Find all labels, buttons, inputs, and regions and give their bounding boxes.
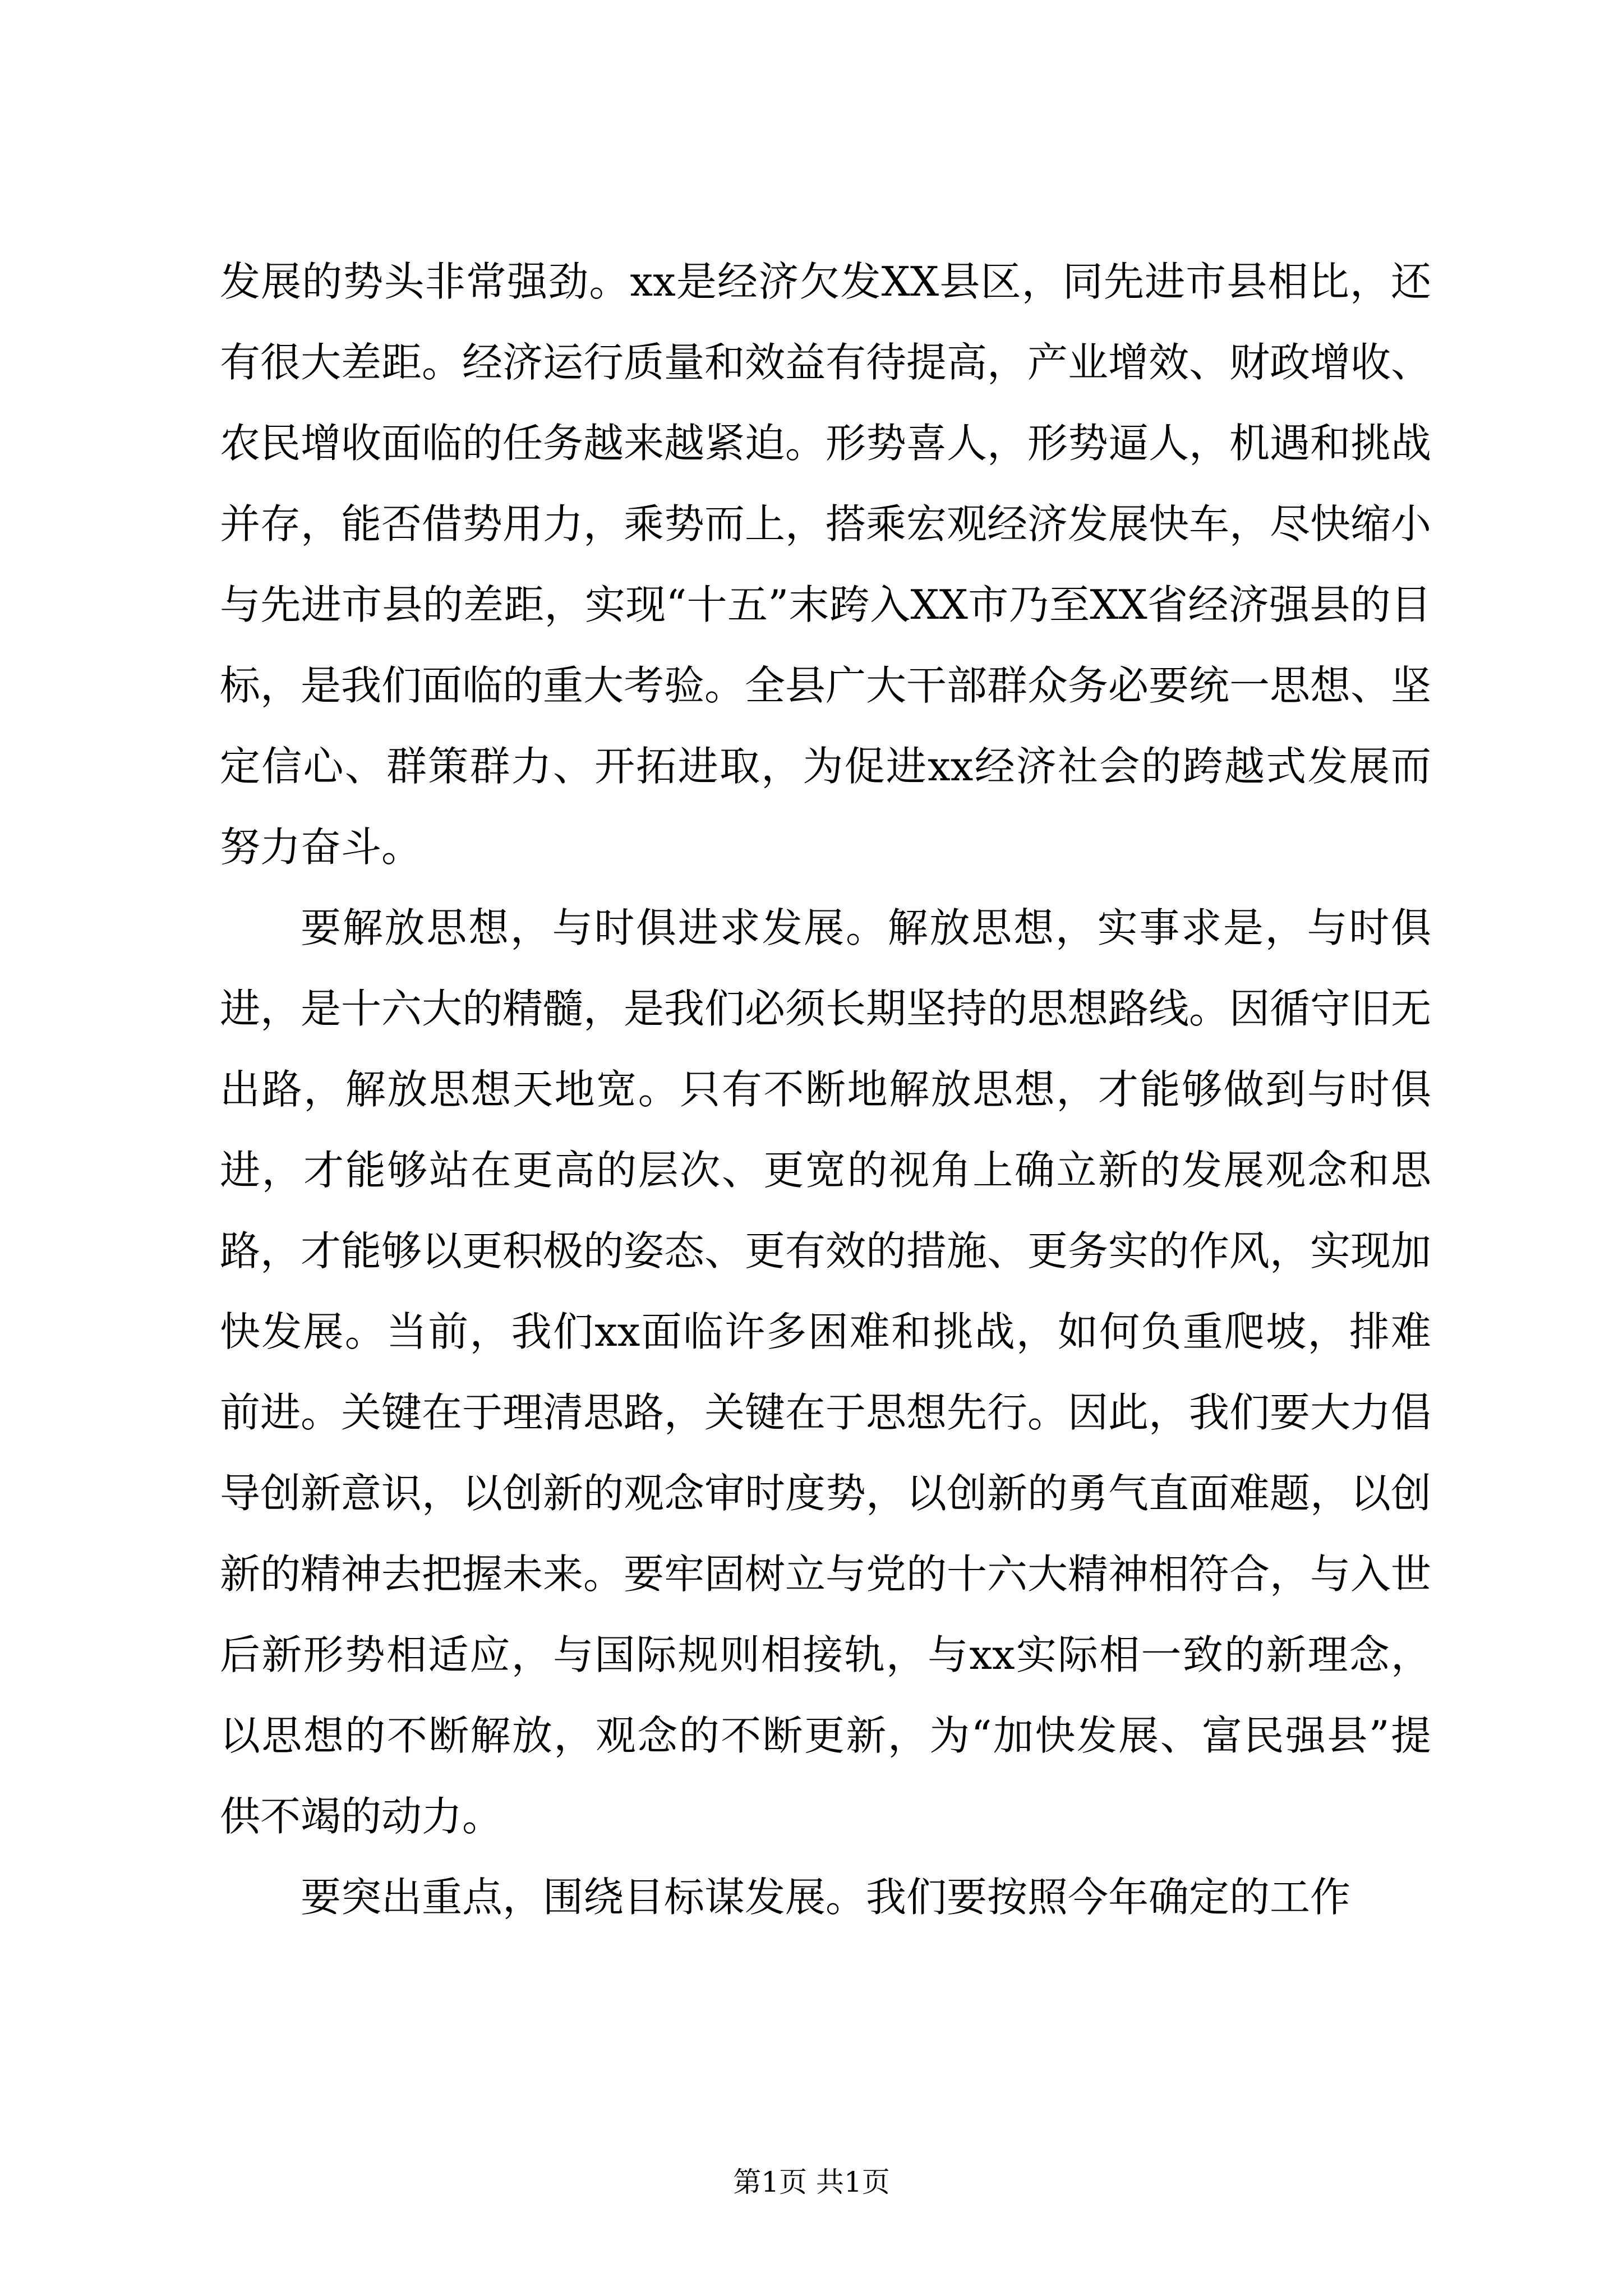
paragraph-2: 要解放思想，与时俱进求发展。解放思想，实事求是，与时俱进，是十六大的精髓，是我们必须长期坚持的思想路线。因循守旧无出路，解放思想天地宽。只有不断地解放思想，才能够做到与时俱进，才能够站在更高的层次、更宽的视角上确立新的发展观念和思路，才能够以更积极的姿态、更有效的措施、更务实的作风，实现加快发展。当前，我们xx面临许多困难和挑战，如何负重爬坡，排难前进。关键在于理清思路，关键在于思想先行。因此，我们要大力倡导创新意识，以创新的观念审时度势，以创新的勇气直面难题，以创新的精神去把握未来。要牢固树立与党的十六大精神相符合，与入世后新形势相适应，与国际规则相接轨，与xx实际相一致的新理念，以思想的不断解放，观念的不断更新，为“加快发展、富民强县”提供不竭的动力。: [220, 904, 1432, 1840]
page-number-text: 第1页 共1页: [733, 2166, 890, 2198]
paragraph-1: 发展的势头非常强劲。xx是经济欠发XX县区，同先进市县相比，还有很大差距。经济运行质量和效益有待提高，产业增效、财政增收、农民增收面临的任务越来越紧迫。形势喜人，形势逼人，机遇和挑战并存，能否借势用力，乘势而上，搭乘宏观经济发展快车，尽快缩小与先进市县的差距，实现“十五”末跨入XX市乃至XX省经济强县的目标，是我们面临的重大考验。全县广大干部群众务必要统一思想、坚定信心、群策群力、开拓进取，为促进xx经济社会的跨越式发展而努力奋斗。: [220, 258, 1432, 871]
paragraph-3: 要突出重点，围绕目标谋发展。我们要按照今年确定的工作: [301, 1874, 1351, 1921]
page-footer: [0, 2162, 1623, 2202]
document-body: [220, 241, 1431, 1938]
